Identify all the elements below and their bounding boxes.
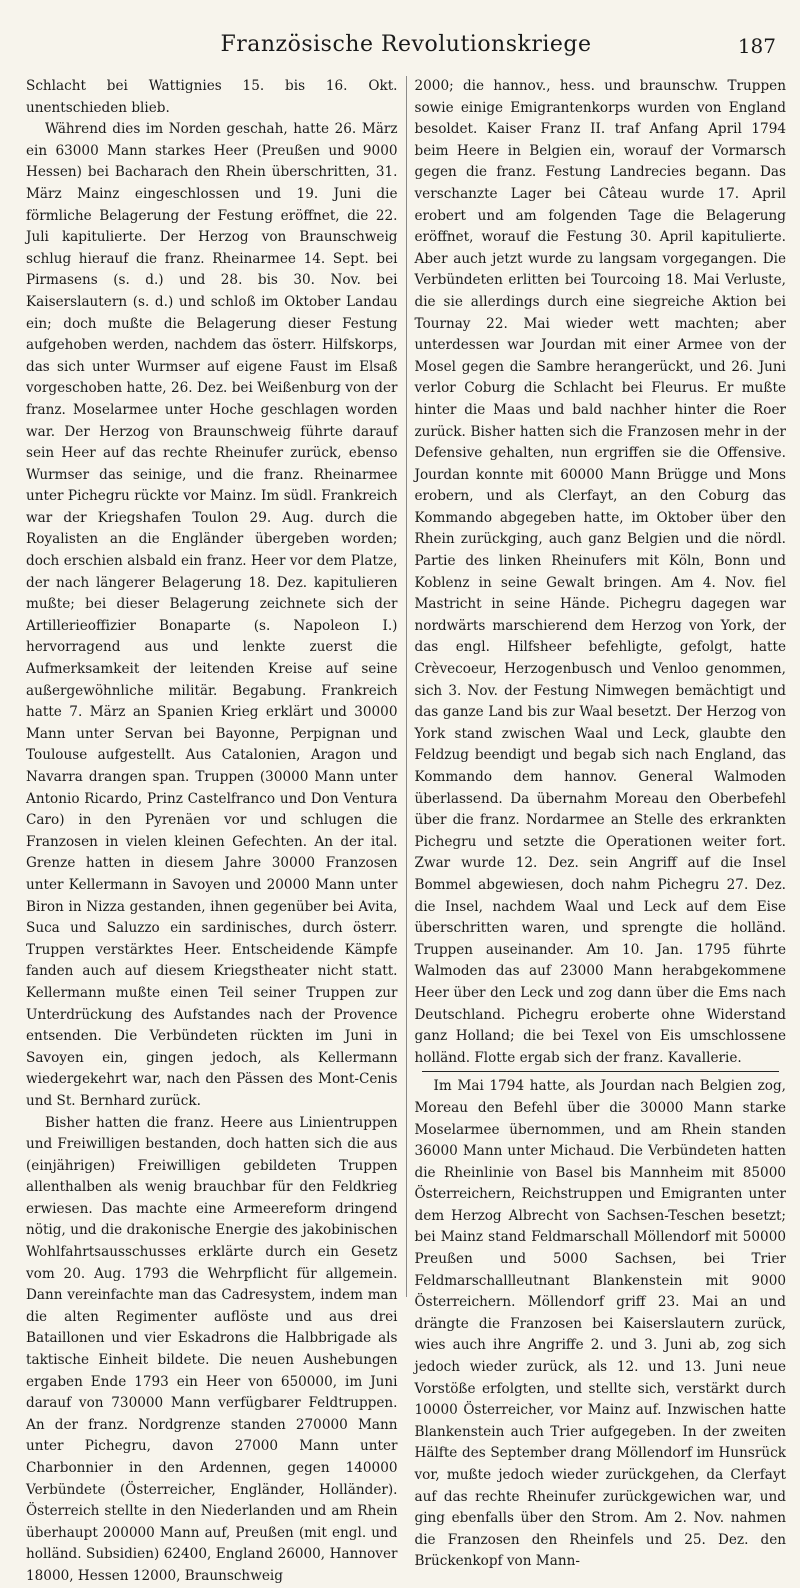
paragraph: Während dies im Norden geschah, hatte 26. März ein 63000 Mann starkes Heer (Preußen und 9000 Hessen) bei Bacharach den Rhein überschritten, 31. März Mainz eingeschlossen und 19. Juni die förmliche Belagerung der Festung eröffnet, die 22. Juli kapitulierte. Der Herzog von Braunschweig schlug hierauf die franz. Rheinarmee 14. Sept. bei Pirmasens (s. d.) und 28. bis 30. Nov. bei Kaiserslautern (s. d.) und schloß im Oktober Landau ein; doch mußte die Belagerung dieser Festung aufgehoben werden, nachdem das österr. Hilfskorps, das sich unter Wurmser auf eigene Faust im Elsaß vorgeschoben hatte, 26. Dez. bei Weißenburg von der franz. Moselarmee unter Hoche geschlagen worden war. Der Herzog von Braunschweig führte darauf sein Heer auf das rechte Rheinufer zurück, ebenso Wurmser das seinige, und die franz. Rheinarmee unter Pichegru rückte vor Mainz. Im südl. Frankreich war der Kriegshafen Toulon 29. Aug. durch die Royalisten an die Engländer übergeben worden; doch erschien alsbald ein franz. Heer vor dem Platze, der nach längerer Belagerung 18. Dez. kapitulieren mußte; bei dieser Belagerung zeichnete sich der Artillerieoffizier Bonaparte (s. Napoleon I.) hervorragend aus und lenkte zuerst die Aufmerksamkeit der leitenden Kreise auf seine außergewöhnliche militär. Begabung. Frankreich hatte 7. März an Spanien Krieg erklärt und 30000 Mann unter Servan bei Bayonne, Perpignan und Toulouse aufgestellt. Aus Catalonien, Aragon und Navarra drangen span. Truppen (30000 Mann unter Antonio Ricardo, Prinz Castelfranco und Don Ventura Caro) in den Pyrenäen vor und schlugen die Franzosen in vielen kleinen Gefechten. An der ital. Grenze hatten in diesem Jahre 30000 Franzosen unter Kellermann in Savoyen und 20000 Mann unter Biron in Nizza gestanden, ihnen gegenüber bei Avita, Suca und Saluzzo ein sardinisches, durch österr. Truppen verstärktes Heer. Entscheidende Kämpfe fanden auch auf diesem Kriegstheater nicht statt. Kellermann mußte einen Teil seiner Truppen zur Unterdrückung des Aufstandes nach der Provence entsenden. Die Verbündeten rückten im Juni in Savoyen ein, gingen jedoch, als Kellermann wiedergekehrt war, nach den Pässen des Mont-Cenis und St. Bernhard zurück. — [26, 121, 398, 1109]
page-number: 187 — [737, 34, 776, 58]
paragraph: Bisher hatten die franz. Heere aus Linientruppen und Freiwilligen bestanden, doch hatten sich die aus (einjährigen) Freiwilligen gebildeten Truppen allenthalben als wenig brauchbar für den Feldkrieg erwiesen. Das machte eine Armeereform dringend nötig, und die drakonische Energie des jakobinischen Wohlfahrtsausschusses erklärte durch ein Gesetz vom 20. Aug. 1793 die Wehrpflicht für allgemein. Dann vereinfachte man das Cadresystem, indem man die alten Regimenter auflöste und aus drei Bataillonen und vier Eskadrons die Halbbrigade als taktische Einheit bildete. Die neuen Aushebungen ergaben Ende 1793 ein Heer von 650000, im Juni darauf von 730000 Mann verfügbarer Feldtruppen. An der franz. Nordgrenze standen 270000 Mann unter Pichegru, davon 27000 Mann unter Charbonnier in den Ardennen, gegen 140000 Verbündete (Österreicher, Engländer, Holländer). Österreich stellte in den Niederlanden und am Rhein überhaupt 200000 Mann auf, Preußen (mit engl. und holländ. Subsidien) 62400, England 26000, Hannover 18000, Hessen 12000, Braunschweig — [26, 1114, 398, 1584]
text-columns — [26, 76, 786, 1584]
paragraph: Schlacht bei Wattignies 15. bis 16. Okt. unentschieden blieb. — [26, 78, 398, 116]
running-title: Französische Revolutionskriege — [220, 32, 592, 57]
paragraph: 2000; die hannov., hess. und braunschw. Truppen sowie einige Emigrantenkorps wurden von England besoldet. Kaiser Franz II. traf Anfang April 1794 beim Heere in Belgien ein, worauf der Vormarsch gegen die franz. Festung Landrecies begann. Das verschanzte Lager bei Câteau wurde 17. April erobert und am folgenden Tage die Belagerung eröffnet, worauf die Festung 30. April kapitulierte. Aber auch jetzt wurde zu langsam vorgegangen. Die Verbündeten erlitten bei Tourcoing 18. Mai Verluste, die sie allerdings durch eine siegreiche Aktion bei Tournay 22. Mai wieder wett machten; aber unterdessen war Jourdan mit einer Armee von der Mosel gegen die Sambre herangerückt, und 26. Juni verlor Coburg die Schlacht bei Fleurus. Er mußte hinter die Maas und bald nachher hinter die Roer zurück. Bisher hatten sich die Franzosen mehr in der Defensive gehalten, nun ergriffen sie die Offensive. Jourdan konnte mit 60000 Mann Brügge und Mons erobern, und als Clerfayt, an den Coburg das Kommando abgegeben hatte, im Oktober über den Rhein zurückging, auch ganz Belgien und die nördl. Partie des linken Rheinufers mit Köln, Bonn und Koblenz in seine Gewalt bringen. Am 4. Nov. fiel Mastricht in seine Hände. Pichegru dagegen war nordwärts marschierend dem Herzog von York, der das engl. Hilfsheer befehligte, gefolgt, hatte Crèvecoeur, Herzogenbusch und Venloo genommen, sich 3. Nov. der Festung Nimwegen bemächtigt und das ganze Land bis zur Waal besetzt. Der Herzog von York stand zwischen Waal und Leck, glaubte den Feldzug beendigt und begab sich nach England, das Kommando dem hannov. General Walmoden überlassend. Da übernahm Moreau den Oberbefehl über die franz. Nordarmee an Stelle des erkrankten Pichegru und setzte die Operationen weiter fort. Zwar wurde 12. Dez. sein Angriff auf die Insel Bommel abgewiesen, doch nahm Pichegru 27. Dez. die Insel, nachdem Waal und Leck auf dem Eise überschritten waren, und sprengte die holländ. Truppen auseinander. Am 10. Jan. 1795 führte Walmoden das auf 23000 Mann herabgekommene Heer über den Leck und zog dann über die Ems nach Deutschland. Pichegru eroberte ohne Widerstand ganz Holland; die bei Texel von Eis umschlossene holländ. Flotte ergab sich der franz. Kavallerie. — [414, 78, 786, 1066]
right-column — [406, 76, 787, 1570]
paragraph: Im Mai 1794 hatte, als Jourdan nach Belgien zog, Moreau den Befehl über die 30000 Mann starke Moselarmee übernommen, und am Rhein standen 36000 Mann unter Michaud. Die Verbündeten hatten die Rheinlinie von Basel bis Mannheim mit 85000 Österreichern, Reichstruppen und Emigranten unter dem Herzog Albrecht von Sachsen-Teschen besetzt; bei Mainz stand Feldmarschall Möllendorf mit 50000 Preußen und 5000 Sachsen, bei Trier Feldmarschallleutnant Blankenstein mit 9000 Österreichern. Möllendorf griff 23. Mai an und drängte die Franzosen bei Kaiserslautern zurück, wies auch ihre Angriffe 2. und 3. Juni ab, zog sich jedoch wieder zurück, als 12. und 13. Juni neue Vorstöße erfolgten, und stellte sich, verstärkt durch 10000 Österreicher, vor Mainz auf. Inzwischen hatte Blankenstein auch Trier aufgegeben. In der zweiten Hälfte des September drang Möllendorf im Hunsrück vor, mußte jedoch wieder zurückgehen, da Clerfayt auf das rechte Rheinufer zurückgewichen war, und ging ebenfalls über den Strom. Am 2. Nov. nahmen die Franzosen den Rheinfels und 25. Dez. den Brückenkopf von Mann- — [414, 1078, 786, 1570]
left-column — [26, 76, 406, 1584]
section-divider — [422, 1071, 779, 1072]
page-header — [26, 28, 786, 68]
